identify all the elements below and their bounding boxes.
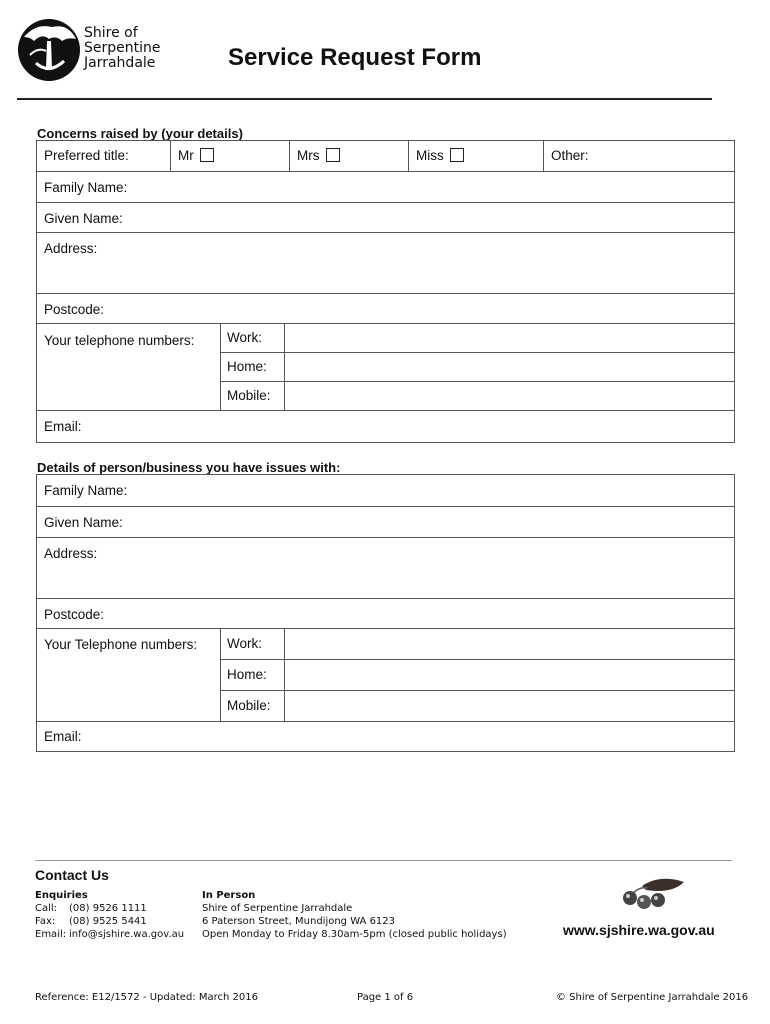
- option-mrs: [290, 141, 409, 171]
- other-family-name-label: Family Name:: [44, 483, 128, 498]
- fax-value: (08) 9525 5441: [69, 916, 147, 927]
- other-telephone-grid: [221, 629, 734, 721]
- section2-heading: Details of person/business you have issues with:: [37, 460, 341, 475]
- contact-title: Contact Us: [35, 867, 109, 883]
- email-label: Email:: [44, 419, 82, 434]
- other-postcode-field[interactable]: [37, 599, 734, 629]
- mobile-phone-label: Mobile:: [221, 382, 285, 411]
- section1-heading: Concerns raised by (your details): [37, 126, 243, 141]
- other-address-field[interactable]: [37, 538, 734, 599]
- enquiries-block: [35, 889, 184, 941]
- other-work-phone-field[interactable]: [285, 629, 734, 659]
- postcode-field[interactable]: [37, 294, 734, 324]
- other-address-label: Address:: [44, 546, 98, 561]
- footer-page-number: Page 1 of 6: [357, 992, 414, 1003]
- home-phone-field[interactable]: [285, 353, 734, 381]
- in-person-line: Shire of Serpentine Jarrahdale: [202, 903, 353, 914]
- telephone-label: Your telephone numbers:: [44, 333, 195, 348]
- option-mrs-label: Mrs: [297, 148, 320, 163]
- email-field[interactable]: [37, 411, 734, 442]
- other-mobile-phone-label: Mobile:: [221, 691, 285, 721]
- other-given-name-field[interactable]: [37, 507, 734, 538]
- given-name-field[interactable]: [37, 203, 734, 233]
- mrs-checkbox[interactable]: [326, 148, 340, 162]
- other-family-name-field[interactable]: [37, 475, 734, 507]
- other-telephone-label: Your Telephone numbers:: [44, 637, 198, 652]
- your-details-table: [36, 140, 735, 443]
- other-party-table: [36, 474, 735, 752]
- address-field[interactable]: [37, 233, 734, 294]
- family-name-field[interactable]: [37, 172, 734, 203]
- fax-key: Fax:: [35, 916, 56, 927]
- address-label: Address:: [44, 241, 98, 256]
- in-person-line: Open Monday to Friday 8.30am-5pm (closed public holidays): [202, 929, 507, 940]
- preferred-title-row: [37, 141, 734, 172]
- work-phone-label: Work:: [221, 324, 285, 352]
- in-person-block: [202, 889, 507, 941]
- option-miss-label: Miss: [416, 148, 444, 163]
- telephone-label-cell: [37, 324, 221, 410]
- other-given-name-label: Given Name:: [44, 515, 123, 530]
- website-link[interactable]: www.sjshire.wa.gov.au: [563, 922, 715, 938]
- family-name-label: Family Name:: [44, 180, 128, 195]
- mr-checkbox[interactable]: [200, 148, 214, 162]
- call-key: Call:: [35, 903, 58, 914]
- footer-copyright: © Shire of Serpentine Jarrahdale 2016: [556, 992, 749, 1003]
- telephone-grid: [221, 324, 734, 410]
- option-mr-label: Mr: [178, 148, 194, 163]
- other-home-phone-label: Home:: [221, 660, 285, 690]
- home-phone-label: Home:: [221, 353, 285, 381]
- email-key: Email:: [35, 929, 67, 940]
- other-telephone-label-cell: [37, 629, 221, 721]
- mobile-phone-field[interactable]: [285, 382, 734, 411]
- other-work-phone-label: Work:: [221, 629, 285, 659]
- other-mobile-phone-field[interactable]: [285, 691, 734, 721]
- footer-reference: Reference: E12/1572 - Updated: March 2016: [35, 992, 258, 1003]
- in-person-heading: In Person: [202, 890, 256, 901]
- given-name-label: Given Name:: [44, 211, 123, 226]
- work-phone-field[interactable]: [285, 324, 734, 352]
- miss-checkbox[interactable]: [450, 148, 464, 162]
- other-postcode-label: Postcode:: [44, 607, 105, 622]
- call-value: (08) 9526 1111: [69, 903, 147, 914]
- enquiries-heading: Enquiries: [35, 890, 88, 901]
- other-email-label: Email:: [44, 729, 82, 744]
- postcode-label: Postcode:: [44, 302, 105, 317]
- other-label: Other:: [551, 148, 589, 163]
- other-telephone-row: [37, 629, 734, 722]
- gumnut-illustration: [612, 872, 692, 916]
- contact-divider: [35, 860, 732, 861]
- in-person-line: 6 Paterson Street, Mundijong WA 6123: [202, 916, 396, 927]
- preferred-title-label: Preferred title:: [37, 141, 171, 171]
- other-home-phone-field[interactable]: [285, 660, 734, 690]
- telephone-row: [37, 324, 734, 411]
- other-email-field[interactable]: [37, 722, 734, 751]
- page-title: Service Request Form: [228, 44, 482, 71]
- email-value[interactable]: info@sjshire.wa.gov.au: [69, 929, 185, 940]
- option-miss: [409, 141, 544, 171]
- logo-wordmark: Shire of Serpentine Jarrahdale: [84, 25, 161, 71]
- option-mr: [171, 141, 290, 171]
- other-title-field[interactable]: [544, 141, 734, 171]
- header-divider: [17, 98, 712, 100]
